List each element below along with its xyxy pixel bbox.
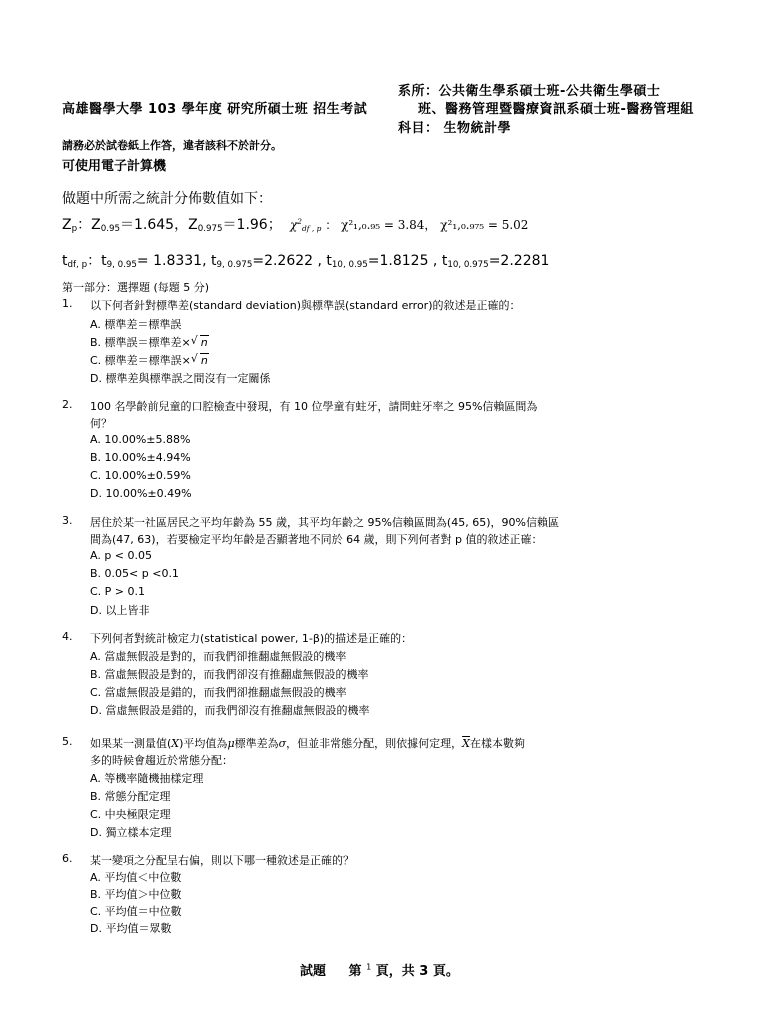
page-footer (300, 960, 459, 979)
footer-page-suffix: 頁。 (432, 964, 459, 979)
footer-label: 試題 (300, 964, 327, 979)
question-6-option-a: A. 平均值＜中位數 (90, 871, 182, 884)
question-3-text-line-2: 間為(47, 63)，若要檢定平均年齡是否顯著地不同於 64 歲，則下列何者對 p 值的敘述正確： (90, 533, 543, 546)
question-1-number: 1. (62, 297, 73, 310)
t3-sub: 10, 0.95 (331, 260, 368, 271)
t-label: t (62, 253, 68, 269)
chi-label: $\chi^2$ (290, 217, 303, 232)
question-6-option-b: B. 平均值＞中位數 (90, 888, 182, 901)
t2-value: =2.2622 , t (252, 253, 332, 269)
question-5-option-b: B. 常態分配定理 (90, 790, 171, 803)
stats-intro: 做題中所需之統計分佈數值如下： (62, 191, 272, 207)
mu-symbol: μ (227, 737, 235, 750)
z-label-sub: p (71, 224, 78, 235)
subject-line: 科目： 生物統計學 (398, 121, 512, 136)
sqrt-n: √ n (190, 334, 208, 349)
footer-total-pages: 3 (419, 964, 429, 979)
question-1-option-a: A. 標準差＝標準誤 (90, 318, 182, 331)
answer-instruction: 請務必於試卷紙上作答，違者該科不於計分。 (62, 139, 282, 152)
question-5-text-line-1: 如果某一測量值(X)平均值為μ標準差為σ，但並非常態分配，則依據何定理，$\overline{X}$在樣本數夠 (90, 737, 525, 750)
t4-value: =2.2281 (488, 253, 550, 269)
z-values-line (62, 214, 282, 234)
question-1-text: 以下何者針對標準差(standard deviation)與標準誤(standard error)的敘述是正確的： (90, 299, 521, 312)
question-3-text-line-1: 居住於某一社區居民之平均年齡為 55 歲，其平均年齡之 95%信賴區間為(45, 65)，90%信賴區 (90, 516, 559, 529)
section-title: 第一部分：選擇題 (每題 5 分) (62, 281, 210, 294)
question-4-option-d: D. 當虛無假設是錯的，而我們卻沒有推翻虛無假設的機率 (90, 704, 370, 717)
t1-value: = 1.8331, t (136, 253, 217, 269)
question-5-text-line-2: 多的時候會趨近於常態分配： (90, 754, 233, 767)
question-3-option-b: B. 0.05< p <0.1 (90, 567, 179, 580)
question-2-option-b: B. 10.00%±4.94% (90, 451, 191, 464)
sqrt-n: √ n (190, 352, 208, 367)
university-title: 高雄醫學大學 103 學年度 研究所碩士班 招生考試 (62, 102, 368, 117)
chi-value-2: χ²₁,₀.₉₇₅ = 5.02 (440, 218, 529, 232)
t-values-line (62, 250, 549, 270)
department-line-2: 班、醫務管理暨醫療資訊系碩士班-醫務管理組 (418, 102, 694, 117)
question-1-option-b: B. 標準誤＝標準差× √ n (90, 334, 208, 349)
z1-label: Z (91, 217, 101, 233)
t-label-sub: df, p (67, 260, 88, 271)
chi-value-1: χ²₁,₀.₉₅ = 3.84 (341, 218, 425, 232)
t2-sub: 9, 0.975 (216, 260, 253, 271)
z2-value: ＝1.96； (222, 217, 282, 233)
question-4-number: 4. (62, 630, 73, 643)
z-label: Z (62, 217, 72, 233)
question-6-option-c: C. 平均值＝中位數 (90, 905, 182, 918)
question-2-number: 2. (62, 398, 73, 411)
chi-square-line: $\chi^2_{df , p}$ ： χ²₁,₀.₉₅ = 3.84， χ²₁,₀.₉₇₅ = 5.02 (290, 217, 529, 233)
footer-page-mid: 頁，共 (375, 964, 415, 979)
question-5-option-a: A. 等機率隨機抽樣定理 (90, 772, 204, 785)
z1-sub: 0.95 (100, 224, 121, 235)
question-5-option-c: C. 中央極限定理 (90, 808, 171, 821)
question-1-option-c: C. 標準差＝標準誤× √ n (90, 352, 208, 367)
sigma-symbol: σ (278, 737, 287, 750)
question-5-number: 5. (62, 735, 73, 748)
t3-value: =1.8125 , t (367, 253, 448, 269)
question-2-text-line-1: 100 名學齡前兒童的口腔檢查中發現，有 10 位學童有蛀牙，請問蛀牙率之 95%信賴區間為 (90, 400, 538, 413)
footer-page-number: 1 (366, 962, 372, 972)
t1-label: ：t (87, 253, 107, 269)
calculator-note: 可使用電子計算機 (62, 159, 167, 174)
question-5-option-d: D. 獨立樣本定理 (90, 826, 172, 839)
question-1-option-d: D. 標準差與標準誤之間沒有一定關係 (90, 372, 271, 385)
question-2-option-c: C. 10.00%±0.59% (90, 469, 191, 482)
question-6-option-d: D. 平均值＝眾數 (90, 922, 172, 935)
chi-label-sub: df , p (302, 223, 322, 233)
question-6-number: 6. (62, 852, 73, 865)
question-4-option-c: C. 當虛無假設是錯的，而我們卻推翻虛無假設的機率 (90, 686, 347, 699)
question-4-option-a: A. 當虛無假設是對的，而我們卻推翻虛無假設的機率 (90, 650, 347, 663)
question-6-text: 某一變項之分配呈右偏，則以下哪一種敘述是正確的？ (90, 854, 354, 867)
question-4-text: 下列何者對統計檢定力(statistical power, 1-β)的描述是正確的： (90, 632, 413, 645)
z-sep: ： (77, 217, 92, 233)
t1-sub: 9, 0.95 (106, 260, 137, 271)
z2-sub: 0.975 (197, 224, 223, 235)
question-3-option-d: D. 以上皆非 (90, 604, 150, 617)
variable-x: X (171, 737, 180, 750)
z2-label: Z (188, 217, 198, 233)
question-3-option-c: C. P > 0.1 (90, 585, 146, 598)
z1-value: ＝1.645， (120, 217, 189, 233)
footer-page-prefix: 第 (348, 964, 362, 979)
department-line-1: 系所：公共衛生學系碩士班-公共衛生學碩士 (398, 84, 661, 99)
question-4-option-b: B. 當虛無假設是對的，而我們卻沒有推翻虛無假設的機率 (90, 668, 369, 681)
question-3-number: 3. (62, 514, 73, 527)
question-2-option-a: A. 10.00%±5.88% (90, 433, 191, 446)
x-bar-symbol: $\overline{X}$ (462, 737, 470, 750)
question-3-option-a: A. p < 0.05 (90, 549, 153, 562)
question-2-text-line-2: 何？ (90, 417, 112, 430)
question-2-option-d: D. 10.00%±0.49% (90, 487, 192, 500)
t4-sub: 10, 0.975 (447, 260, 489, 271)
